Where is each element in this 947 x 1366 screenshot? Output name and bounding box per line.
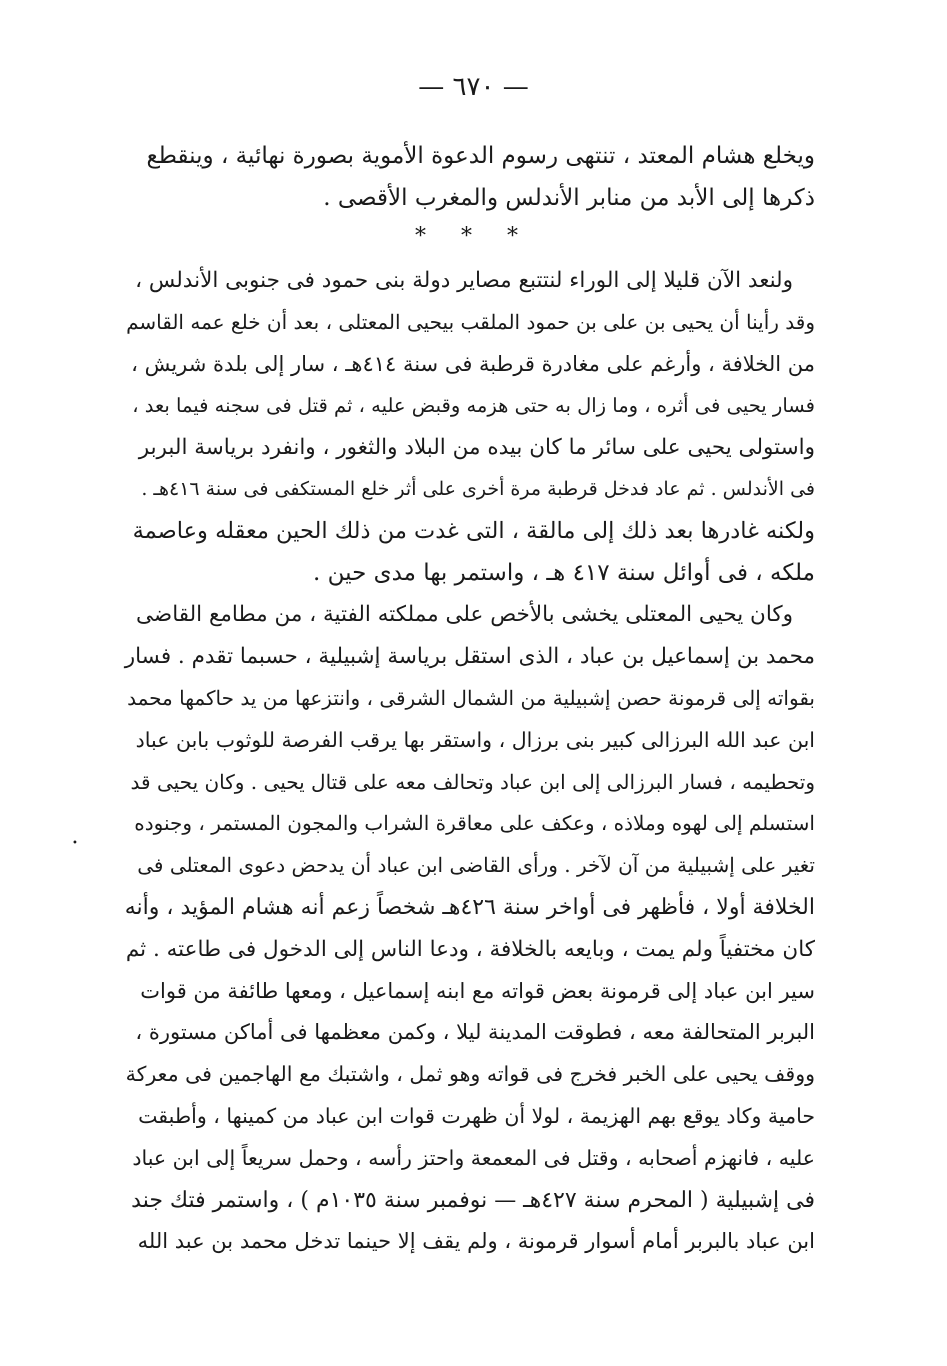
- page-number: — ٦٧٠ —: [418, 72, 529, 102]
- text-line: الخلافة أولا ، فأظهر فى أواخر سنة ٤٢٦هـ شخصاً زعم أنه هشام المؤيد ، وأنه: [124, 894, 815, 920]
- text-line: كان مختفياً ولم يمت ، وبايعه بالخلافة ، ودعا الناس إلى الدخول فى طاعته . ثم: [125, 936, 815, 962]
- text-line: ويخلع هشام المعتد ، تنتهى رسوم الدعوة الأموية بصورة نهائية ، وينقطع: [146, 143, 815, 169]
- text-line: ابن عباد بالبربر أمام أسوار قرمونة ، ولم يقف إلا حينما تدخل محمد بن عبد الله: [137, 1229, 815, 1254]
- text-line: من الخلافة ، وأرغم على مغادرة قرطبة فى سنة ٤١٤هـ ، سار إلى بلدة شريش ،: [131, 351, 815, 376]
- text-line: سير ابن عباد إلى قرمونة بعض قواته مع ابنه إسماعيل ، ومعها طائفة من قوات: [140, 978, 815, 1003]
- margin-mark: •: [72, 838, 78, 849]
- text-line: وكان يحيى المعتلى يخشى بالأخص على مملكته الفتية ، من مطامع القاضى: [136, 602, 793, 628]
- section-separator: * * *: [415, 224, 532, 249]
- text-line: تغير على إشبيلية من آن لآخر . ورأى القاضى ابن عباد أن يدحض دعوى المعتلى فى: [137, 853, 815, 878]
- text-line: حامية وكاد يوقع بهم الهزيمة ، لولا أن ظهرت قوات ابن عباد من كمينها ، وأطبقت: [138, 1103, 815, 1128]
- text-line: بقواته إلى قرمونة حصن إشبيلية من الشمال الشرقى ، وانتزعها من يد حاكمها محمد: [127, 685, 815, 710]
- text-line: ابن عبد الله البرزالى كبير بنى برزال ، واستقر بها يرقب الفرصة للوثوب بابن عباد: [135, 727, 815, 752]
- text-line: ووقف يحيى على الخبر فخرج فى قواته وهو ثمل ، واشتبك مع الهاجمين فى معركة: [125, 1062, 815, 1087]
- text-line: فى إشبيلية ( المحرم سنة ٤٢٧هـ — نوفمبر سنة ١٠٣٥م ) ، واستمر فتك جند: [131, 1187, 815, 1213]
- text-line: فى الأندلس . ثم عاد فدخل قرطبة مرة أخرى على أثر خلع المستكفى فى سنة ٤١٦هـ .: [141, 477, 815, 500]
- text-line: واستولى يحيى على سائر ما كان بيده من البلاد والثغور ، وانفرد برياسة البربر: [138, 435, 815, 461]
- text-line: استسلم إلى لهوه وملاذه ، وعكف على معاقرة الشراب والمجون المستمر ، وجنوده: [134, 811, 815, 836]
- text-line: ذكرها إلى الأبد من منابر الأندلس والمغرب الأقصى .: [323, 184, 815, 211]
- text-line: ولكنه غادرها بعد ذلك إلى مالقة ، التى غدت من ذلك الحين معقله وعاصمة: [132, 517, 815, 544]
- text-line: البربر المتحالفة معه ، فطوقت المدينة ليلا ، وكمن معظمها فى أماكن مستورة ،: [135, 1020, 815, 1045]
- text-line: فسار يحيى فى أثره ، وما زال به حتى هزمه وقبض عليه ، ثم قتل فى سجنه فيما بعد ،: [132, 394, 815, 418]
- text-line: وقد رأينا أن يحيى بن على بن حمود الملقب بيحيى المعتلى ، بعد أن خلع عمه القاسم: [126, 309, 815, 334]
- text-line: ملكه ، فى أوائل سنة ٤١٧ هـ ، واستمر بها مدى حين .: [313, 559, 815, 586]
- intro-paragraph: [125, 136, 815, 220]
- text-line: ولنعد الآن قليلا إلى الوراء لنتتبع مصاير دولة بنى حمود فى جنوبى الأندلس ،: [135, 268, 793, 293]
- text-line: محمد بن إسماعيل بن عباد ، الذى استقل برياسة إشبيلية ، حسبما تقدم . فسار: [124, 644, 815, 670]
- text-line: عليه ، فانهزم أصحابه ، وقتل فى المعمعة واحتز رأسه ، وحمل سريعاً إلى ابن عباد: [132, 1145, 815, 1170]
- main-text: [125, 260, 815, 1263]
- text-line: وتحطيمه ، فسار البرزالى إلى ابن عباد وتحالف معه على قتال يحيى . وكان يحيى قد: [130, 769, 815, 794]
